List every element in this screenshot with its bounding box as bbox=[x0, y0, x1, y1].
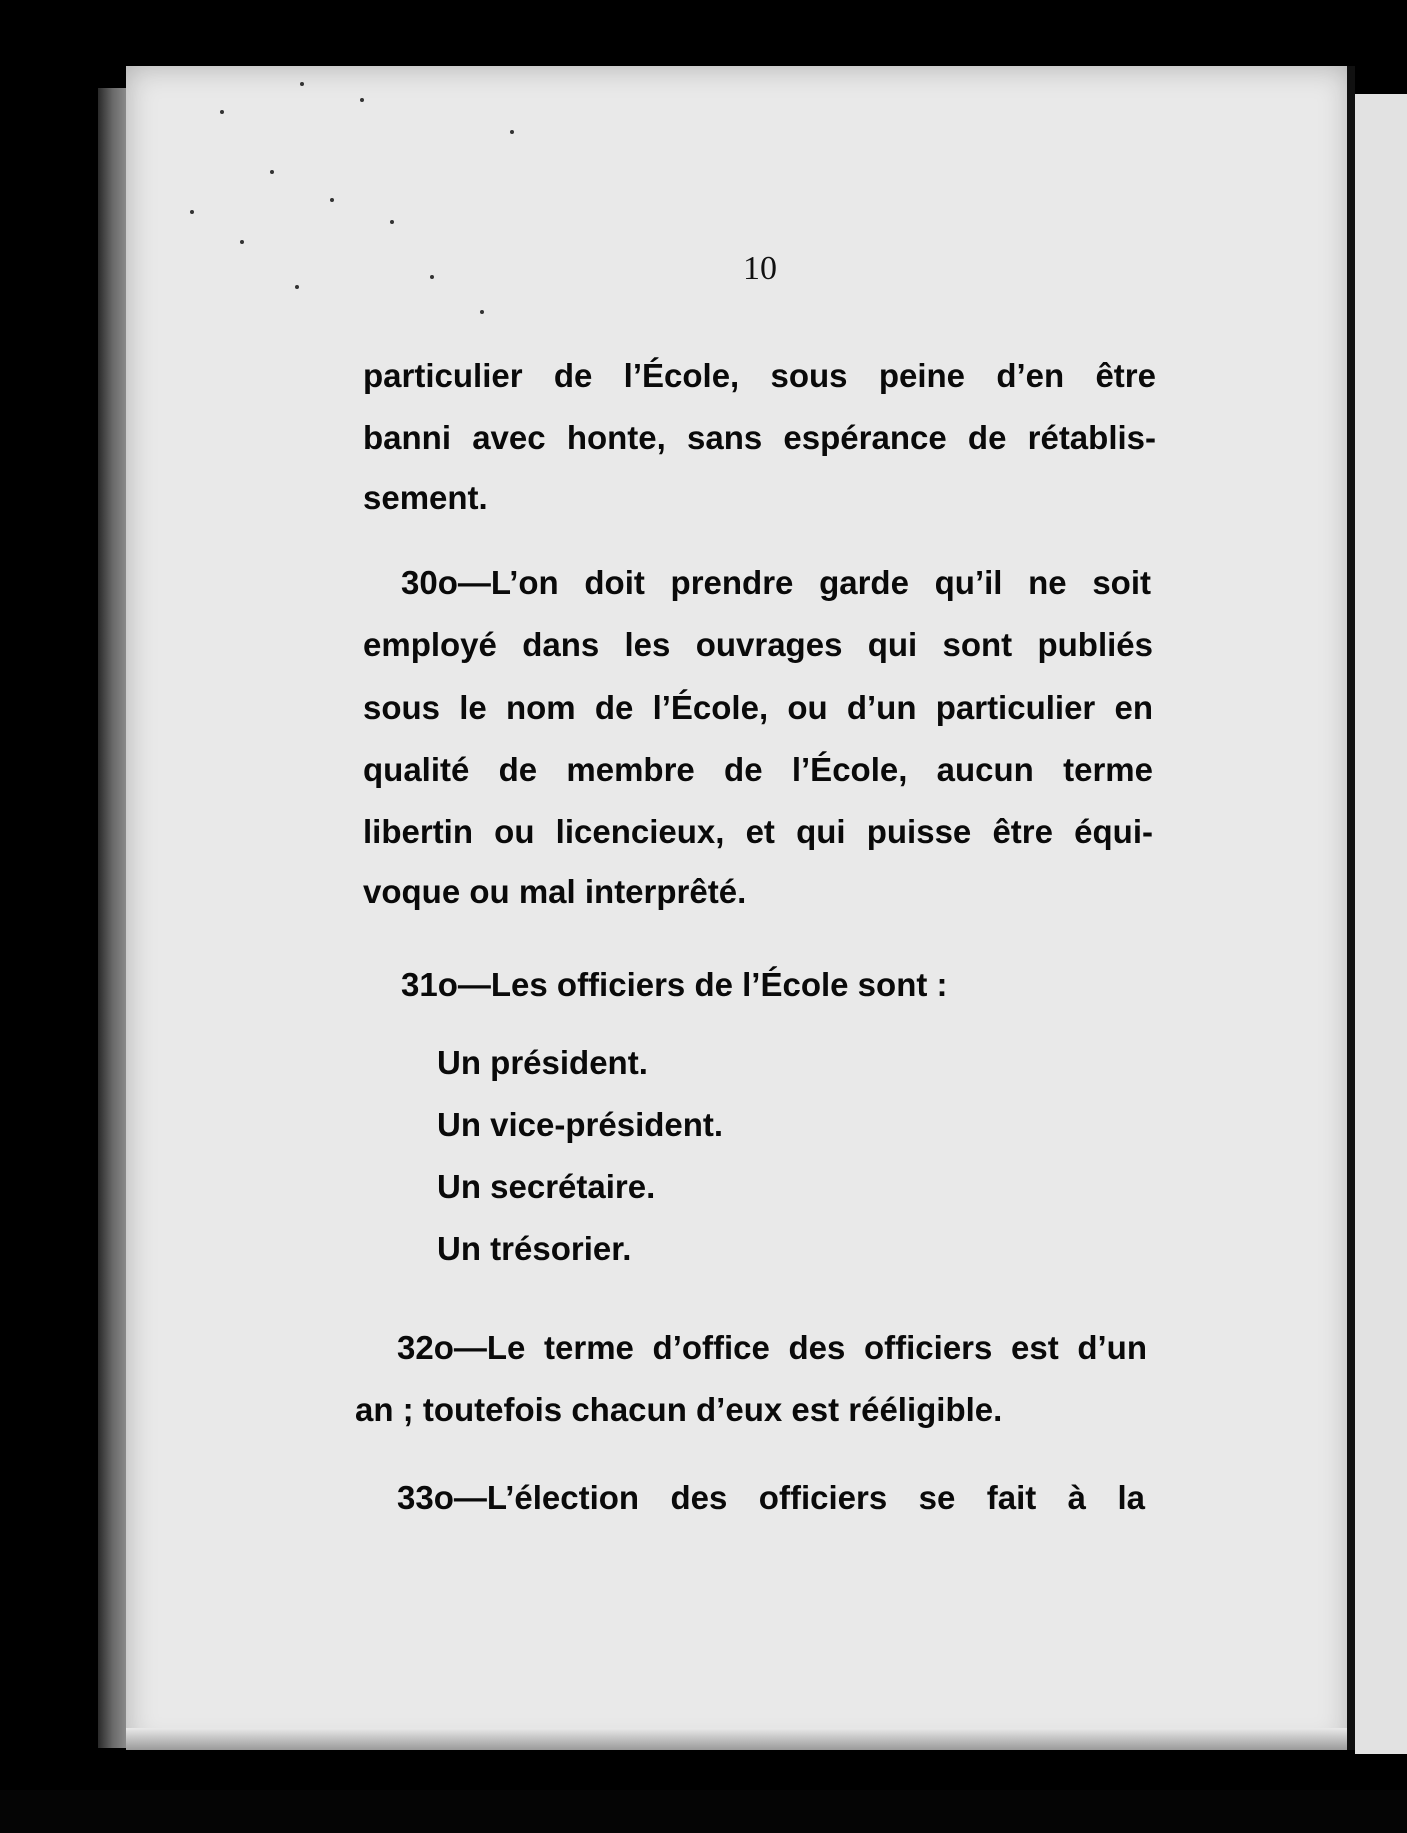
text-line: employé dans les ouvrages qui sont publiés bbox=[363, 626, 1153, 663]
adjacent-page-edge bbox=[1355, 94, 1407, 1754]
text-line: sement. bbox=[363, 479, 488, 516]
text-line: an ; toutefois chacun d’eux est rééligible. bbox=[355, 1391, 1003, 1428]
scan-bottom-border bbox=[0, 1790, 1407, 1833]
article-33-first-line bbox=[397, 1478, 1145, 1518]
text-line: voque ou mal interprêté. bbox=[363, 873, 747, 910]
article-number: 33o bbox=[397, 1479, 454, 1516]
article-text: —Les officiers de l’École sont : bbox=[457, 966, 948, 1003]
text-line: banni avec honte, sans espérance de rétablis- bbox=[363, 419, 1156, 456]
article-text: —L’élection des officiers se fait à la bbox=[453, 1479, 1145, 1516]
article-number: 31o bbox=[401, 966, 458, 1003]
article-text: —L’on doit prendre garde qu’il ne soit bbox=[457, 564, 1151, 601]
article-30-first-line bbox=[401, 563, 1151, 603]
officer-item: Un vice-président. bbox=[437, 1106, 724, 1143]
ink-specks bbox=[180, 70, 540, 360]
page-number: 10 bbox=[743, 250, 777, 287]
page-gutter bbox=[1347, 66, 1355, 1750]
article-number: 30o bbox=[401, 564, 458, 601]
officer-item: Un secrétaire. bbox=[437, 1168, 656, 1205]
book-left-edge bbox=[98, 88, 128, 1748]
article-32-first-line bbox=[397, 1328, 1147, 1368]
text-line: particulier de l’École, sous peine d’en être bbox=[363, 357, 1156, 394]
text-line: sous le nom de l’École, ou d’un particulier en bbox=[363, 689, 1153, 726]
article-text: —Le terme d’office des officiers est d’un bbox=[453, 1329, 1147, 1366]
officer-item: Un président. bbox=[437, 1044, 648, 1081]
text-line: libertin ou licencieux, et qui puisse être équi- bbox=[363, 813, 1153, 850]
officer-item: Un trésorier. bbox=[437, 1230, 632, 1267]
article-number: 32o bbox=[397, 1329, 454, 1366]
text-line: qualité de membre de l’École, aucun terme bbox=[363, 751, 1153, 788]
article-31-line bbox=[401, 965, 948, 1005]
